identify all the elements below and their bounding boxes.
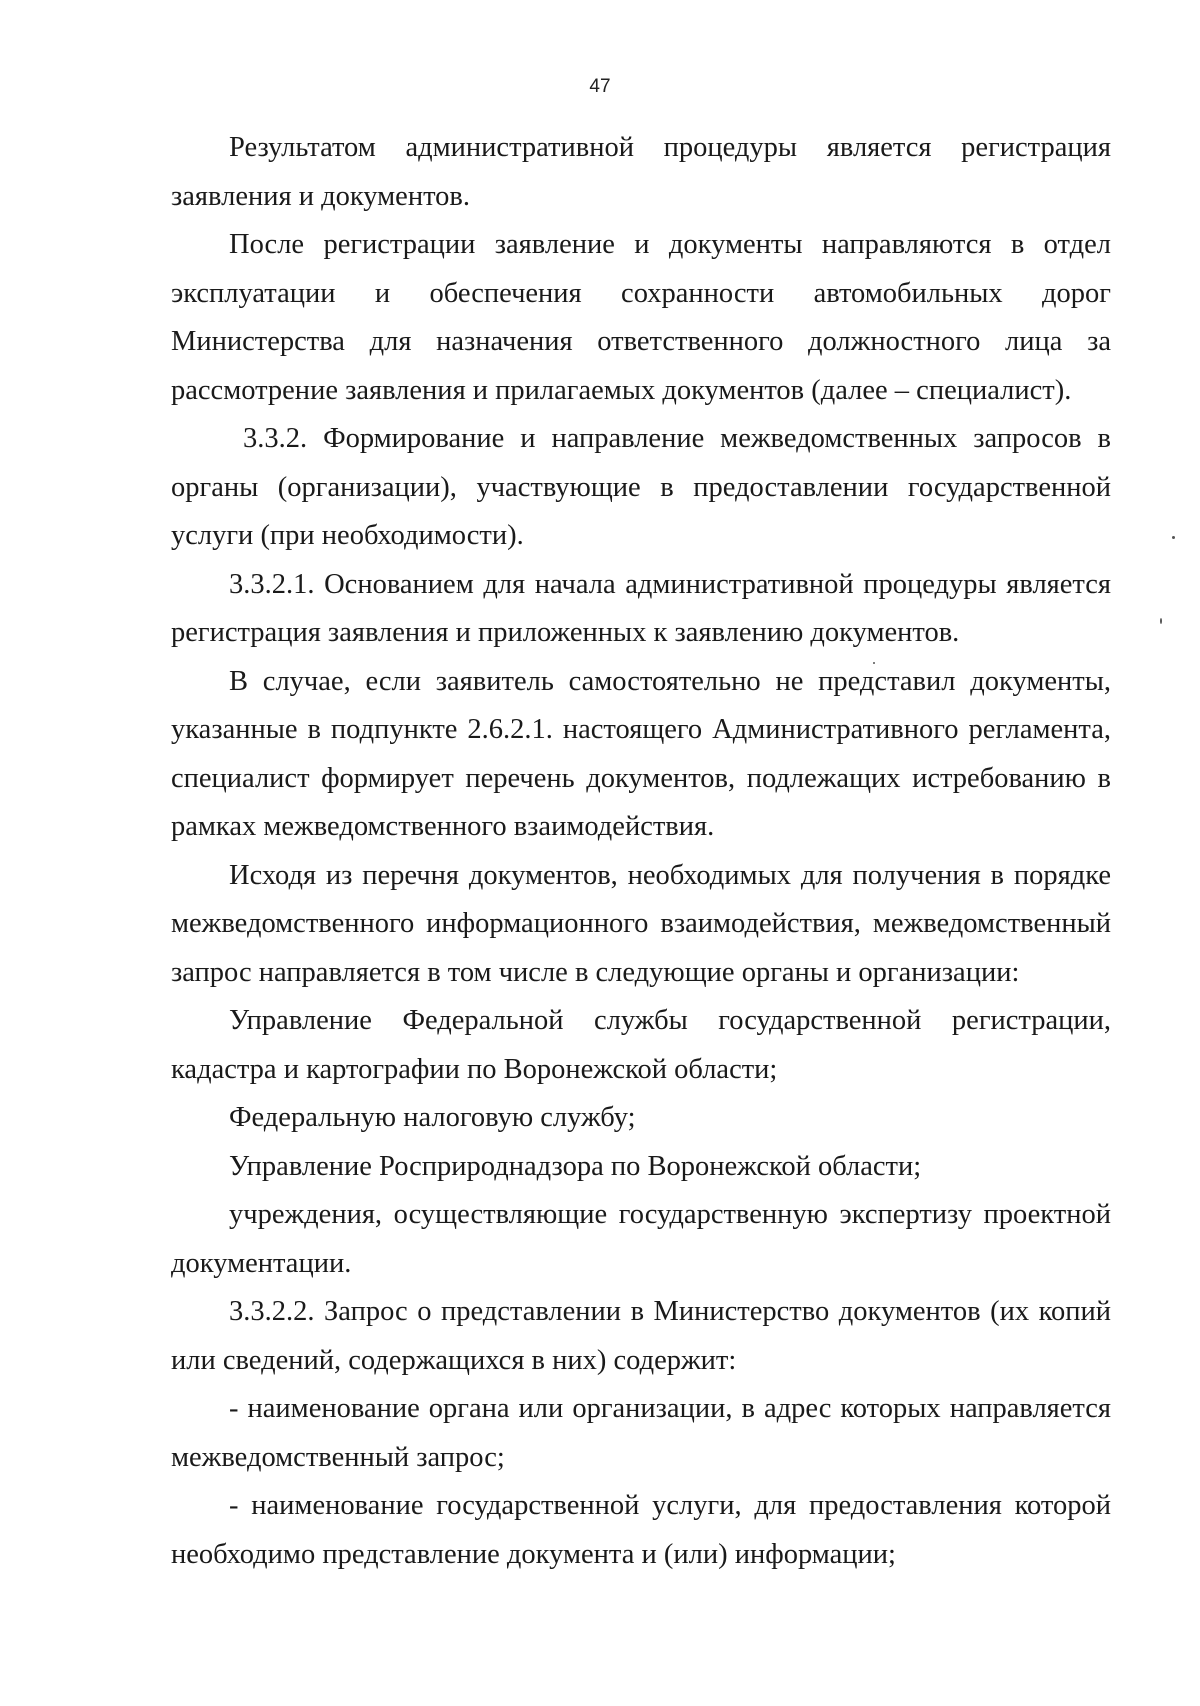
text-line: - наименование органа или организации, в адрес которых направляется — [229, 1393, 1111, 1424]
text-line: Исходя из перечня документов, необходимых для получения в порядке — [229, 859, 1111, 891]
text-line: регистрация заявления и приложенных к заявлению документов. — [171, 617, 960, 648]
text-line: заявления и документов. — [171, 180, 470, 212]
list-item-service-name — [171, 1482, 1111, 1579]
text-line: Результатом административной процедуры является регистрация — [229, 132, 1111, 163]
document-body — [171, 124, 1111, 1579]
page-number: 47 — [589, 76, 611, 97]
paragraph-procedure-result — [171, 124, 1111, 221]
text-line: Министерства для назначения ответственного должностного лица за — [171, 326, 1111, 357]
text-line: 3.3.2.1. Основанием для начала административной процедуры является — [229, 568, 1111, 600]
scan-speck — [1172, 536, 1175, 539]
text-line: эксплуатации и обеспечения сохранности автомобильных дорог — [171, 277, 1111, 309]
paragraph-after-registration — [171, 221, 1111, 415]
text-line: - наименование государственной услуги, для предоставления которой — [229, 1490, 1111, 1521]
list-item-organ-name — [171, 1385, 1111, 1482]
text-line: межведомственный запрос; — [171, 1441, 505, 1473]
text-line: Федеральную налоговую службу; — [229, 1102, 636, 1133]
text-line: или сведений, содержащихся в них) содержит: — [171, 1344, 737, 1376]
text-line: После регистрации заявление и документы направляются в отдел — [229, 229, 1111, 260]
text-line: органы (организации), участвующие в предоставлении государственной — [171, 471, 1111, 503]
text-line: Управление Федеральной службы государственной регистрации, — [229, 1005, 1111, 1036]
list-item-rosprirodnadzor — [171, 1143, 1111, 1192]
text-line: услуги (при необходимости). — [171, 520, 524, 551]
text-line: запрос направляется в том числе в следующие органы и организации: — [171, 956, 1020, 988]
text-line: рамках межведомственного взаимодействия. — [171, 811, 715, 842]
text-line: документации. — [171, 1247, 352, 1279]
text-line: специалист формирует перечень документов, подлежащих истребованию в — [171, 762, 1111, 794]
paragraph-applicant-case — [171, 658, 1111, 852]
text-line: указанные в подпункте 2.6.2.1. настоящего Административного регламента, — [171, 714, 1111, 745]
paragraph-3-3-2-2 — [171, 1288, 1111, 1385]
text-line: Управление Росприроднадзора по Воронежской области; — [229, 1150, 922, 1182]
list-item-tax-service — [171, 1094, 1111, 1143]
paragraph-3-3-2-1 — [171, 561, 1111, 658]
text-line: межведомственного информационного взаимодействия, межведомственный — [171, 908, 1111, 939]
text-line: кадастра и картографии по Воронежской области; — [171, 1053, 778, 1085]
section-heading-3-3-2 — [171, 415, 1111, 561]
list-item-rosreestr — [171, 997, 1111, 1094]
scan-speck — [873, 662, 875, 664]
text-line: 3.3.2.2. Запрос о представлении в Министерство документов (их копий — [229, 1296, 1111, 1327]
text-line: В случае, если заявитель самостоятельно не представил документы, — [229, 665, 1111, 697]
list-item-expertise-institutions — [171, 1191, 1111, 1288]
paragraph-request-recipients — [171, 852, 1111, 998]
text-line: рассмотрение заявления и прилагаемых документов (далее – специалист). — [171, 374, 1072, 406]
scan-speck — [1160, 618, 1162, 624]
text-line: 3.3.2. Формирование и направление межведомственных запросов в — [243, 423, 1111, 454]
text-line: необходимо представление документа и (или) информации; — [171, 1538, 896, 1570]
text-line: учреждения, осуществляющие государственную экспертизу проектной — [229, 1199, 1111, 1230]
